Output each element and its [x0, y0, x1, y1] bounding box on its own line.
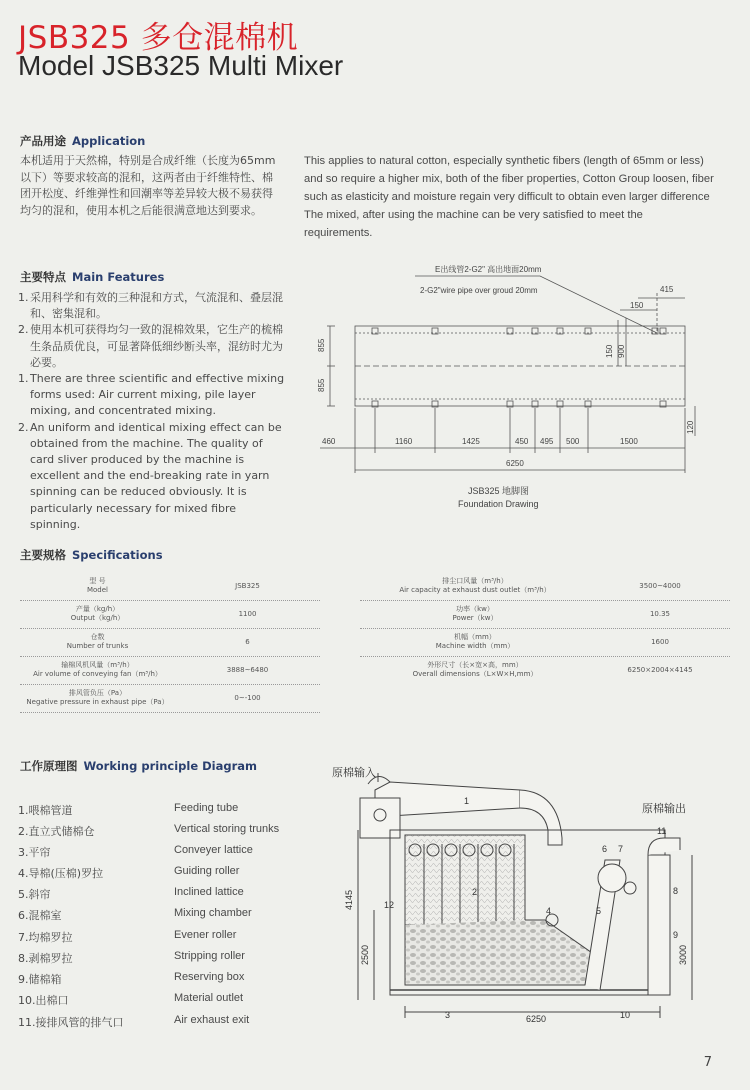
- air-exhaust-exit: [648, 838, 680, 855]
- feature-item: [18, 322, 288, 371]
- working-item-cn: 5.斜帘: [18, 888, 51, 901]
- spec-row: [20, 600, 320, 629]
- dim-150-top: 150: [630, 301, 644, 310]
- foundation-caption-cn: JSB325 地脚图: [468, 486, 530, 496]
- features-heading: [20, 269, 164, 285]
- dim-1500: 1500: [620, 437, 638, 446]
- spec-row: [20, 684, 320, 713]
- dim-120: 120: [686, 420, 695, 434]
- dim-500: 500: [566, 437, 580, 446]
- spec-label-cn: 仓数: [90, 633, 105, 641]
- spec-row: [20, 656, 320, 685]
- feature-text: An uniform and identical mixing effect can be obtained from the machine. The quality of card sliver produced by the machine is excellent and the end-breaking rate in yarn spinning can be reduced obviously. It is particularly necessary for mixed fibre spinning.: [30, 420, 282, 531]
- evener-roller: [598, 864, 626, 892]
- part-num-4: 4: [546, 906, 552, 916]
- application-heading: [20, 133, 145, 149]
- spec-label-cn: 机幅（mm）: [454, 633, 496, 641]
- spec-label-cn: 排风管负压（Pa）: [68, 689, 127, 697]
- working-heading-cn: 工作原理图: [20, 759, 78, 773]
- spec-label-en: Overall dimensions（L×W×H,mm）: [412, 670, 538, 678]
- working-item-cn: 11.接排风管的排气口: [18, 1016, 124, 1029]
- working-item-en: Stripping roller: [174, 950, 245, 962]
- application-text-en: This applies to natural cotton, especially synthetic fibers (length of 65mm or less) and so require a higher mix, both of the fiber properties, Cotton Group loosen, fiber such as elasticity and moisture regain very difficult to obtain even larger difference The mixed, after using the machine can be very satisfied to meet the requirements.: [304, 155, 714, 239]
- working-item-en: Inclined lattice: [174, 886, 244, 898]
- spec-row: [20, 572, 320, 601]
- feature-num: 2.: [18, 420, 29, 434]
- spec-value: 1600: [651, 638, 669, 646]
- dim-855-lower: 855: [317, 378, 326, 392]
- spec-label: [20, 605, 175, 623]
- working-item-cn: 3.平帘: [18, 846, 51, 859]
- working-item-en: Material outlet: [174, 992, 244, 1004]
- dim-900: 900: [617, 344, 626, 358]
- part-num-8: 8: [673, 886, 679, 896]
- working-item-cn: 7.均棉罗拉: [18, 931, 73, 944]
- spec-value: JSB325: [235, 582, 260, 590]
- spec-label-en: Machine width（mm）: [435, 642, 515, 650]
- working-heading-en: Working principle Diagram: [83, 759, 258, 773]
- output-label: 原棉输出: [642, 803, 686, 815]
- spec-value: 1100: [238, 610, 257, 618]
- spec-label: [360, 605, 590, 623]
- part-num-6: 6: [602, 844, 608, 854]
- spec-label: [360, 577, 590, 595]
- working-principle-diagram: [330, 760, 720, 1025]
- part-num-10: 10: [620, 1010, 631, 1020]
- working-item-en: Evener roller: [174, 929, 237, 941]
- foundation-note-en: 2-G2"wire pipe over groud 20mm: [420, 286, 538, 295]
- working-item-cn: 1.喂棉管道: [18, 804, 73, 817]
- specs-heading-en: Specifications: [72, 548, 163, 562]
- part-num-12: 12: [384, 900, 395, 910]
- spec-label-cn: 输棉风机风量（m³/h）: [61, 661, 134, 669]
- feature-text: 使用本机可获得均匀一致的混棉效果，它生产的梳棉生条品质优良，可显著降低细纱断头率，混纺时尤为必要。: [30, 323, 283, 369]
- features-heading-cn: 主要特点: [20, 270, 66, 284]
- dim-3000: 3000: [678, 944, 688, 965]
- spec-value: 3888~6480: [226, 666, 269, 674]
- spec-label-en: Negative pressure in exhaust pipe（Pa）: [26, 698, 169, 706]
- feature-num: 1.: [18, 372, 29, 386]
- dim-4145: 4145: [344, 889, 354, 910]
- foundation-drawing: [300, 258, 720, 513]
- part-num-1: 1: [464, 796, 470, 806]
- mixing-chamber: [405, 920, 595, 985]
- spec-label-en: Model: [86, 586, 109, 594]
- part-num-7: 7: [618, 844, 624, 854]
- spec-value: 3500~4000: [639, 582, 681, 590]
- dim-495: 495: [540, 437, 554, 446]
- feature-num: 2.: [18, 323, 29, 337]
- features-list: [18, 290, 288, 533]
- fan-housing: [360, 798, 400, 838]
- working-item-en: Air exhaust exit: [174, 1014, 250, 1026]
- spec-row: [360, 600, 730, 629]
- working-heading: [20, 758, 257, 774]
- foundation-caption-en: Foundation Drawing: [458, 499, 539, 509]
- application-heading-cn: 产品用途: [20, 134, 66, 148]
- features-heading-en: Main Features: [72, 270, 165, 284]
- input-label: 原棉输入: [332, 767, 376, 779]
- dim-450: 450: [515, 437, 529, 446]
- spec-value: 10.35: [649, 610, 671, 618]
- feature-item: [18, 290, 288, 322]
- working-item-en: Feeding tube: [174, 802, 239, 814]
- specs-heading: [20, 547, 163, 563]
- part-num-5: 5: [596, 906, 602, 916]
- feature-item: [18, 420, 288, 533]
- working-item-cn: 2.直立式储棉仓: [18, 825, 95, 838]
- working-item-cn: 8.剥棉罗拉: [18, 952, 73, 965]
- spec-value: 0~-100: [234, 694, 261, 702]
- working-item-cn: 6.混棉室: [18, 909, 62, 922]
- working-item-cn: 9.储棉箱: [18, 973, 62, 986]
- spec-label-en: Air volume of conveying fan（m³/h）: [33, 670, 162, 678]
- working-item-en: Guiding roller: [174, 865, 240, 877]
- storing-trunks: [405, 835, 525, 925]
- dim-1160: 1160: [395, 437, 413, 446]
- spec-label: [360, 661, 590, 679]
- spec-label-cn: 排尘口风量（m³/h）: [442, 577, 508, 585]
- application-text-cn: 本机适用于天然棉，特别是合成纤维（长度为65mm以下）等要求较高的混和，这两者由于纤维特性、棉团开松度、纤维弹性和回潮率等差异较大极不易获得均匀的混和，使用本机之后能很满意地达到要求。: [20, 154, 276, 217]
- spec-label-cn: 型 号: [89, 577, 106, 585]
- part-num-2: 2: [472, 887, 478, 897]
- dim-415: 415: [660, 285, 674, 294]
- dim-150-inner: 150: [605, 344, 614, 358]
- reserving-box: [648, 855, 670, 995]
- spec-label-cn: 外形尺寸（长×宽×高，mm）: [427, 661, 523, 669]
- spec-label-en: Number of trunks: [66, 642, 129, 650]
- working-item-en: Reserving box: [174, 971, 245, 983]
- foundation-note-cn: E出线管2-G2" 高出地面20mm: [435, 265, 542, 274]
- title-en: Model JSB325 Multi Mixer: [18, 50, 344, 81]
- spec-row: [360, 628, 730, 657]
- feature-item: [18, 371, 288, 420]
- part-num-9: 9: [673, 930, 679, 940]
- dim-2500: 2500: [360, 944, 370, 965]
- page-number: 7: [703, 1055, 712, 1070]
- spec-label-cn: 产量（kg/h）: [75, 605, 120, 613]
- spec-value: 6: [245, 638, 250, 646]
- spec-label: [20, 661, 175, 679]
- spec-label-cn: 功率（kw）: [456, 605, 494, 613]
- dim-855-upper: 855: [317, 338, 326, 352]
- stripping-roller: [624, 882, 636, 894]
- specs-heading-cn: 主要规格: [20, 548, 66, 562]
- spec-row: [360, 656, 730, 684]
- spec-row: [20, 628, 320, 657]
- dim-total-6250: 6250: [506, 459, 524, 468]
- working-item-en: Conveyer lattice: [174, 844, 253, 856]
- spec-value: 6250×2004×4145: [627, 666, 693, 674]
- spec-label: [20, 577, 175, 595]
- feature-num: 1.: [18, 291, 29, 304]
- application-heading-en: Application: [72, 134, 146, 148]
- part-num-11: 11: [657, 826, 667, 836]
- working-item-cn: 10.出棉口: [18, 994, 69, 1007]
- spec-label-en: Power（kw）: [452, 614, 498, 622]
- title-cn: JSB325 多仓混棉机: [18, 20, 299, 56]
- part-num-3: 3: [445, 1010, 451, 1020]
- working-item-en: Vertical storing trunks: [174, 823, 280, 835]
- feature-text: 采用科学和有效的三种混和方式，气流混和、叠层混和、密集混和。: [30, 291, 283, 321]
- working-item-en: Mixing chamber: [174, 907, 252, 919]
- spec-label: [20, 633, 175, 651]
- dim-1425: 1425: [462, 437, 480, 446]
- spec-label-en: Output（kg/h）: [70, 614, 125, 622]
- spec-label: [20, 689, 175, 707]
- specs-table: [20, 572, 730, 714]
- spec-label: [360, 633, 590, 651]
- dim-6250: 6250: [526, 1014, 547, 1024]
- spec-label-en: Air capacity at exhaust dust outlet（m³/h）: [399, 586, 551, 594]
- working-item-cn: 4.导棉(压棉)罗拉: [18, 867, 104, 880]
- spec-row: [360, 572, 730, 601]
- dim-460: 460: [322, 437, 336, 446]
- feature-text: There are three scientific and effective mixing forms used: Air current mixing, pile layer mixing, and concentrated mixing.: [30, 372, 285, 418]
